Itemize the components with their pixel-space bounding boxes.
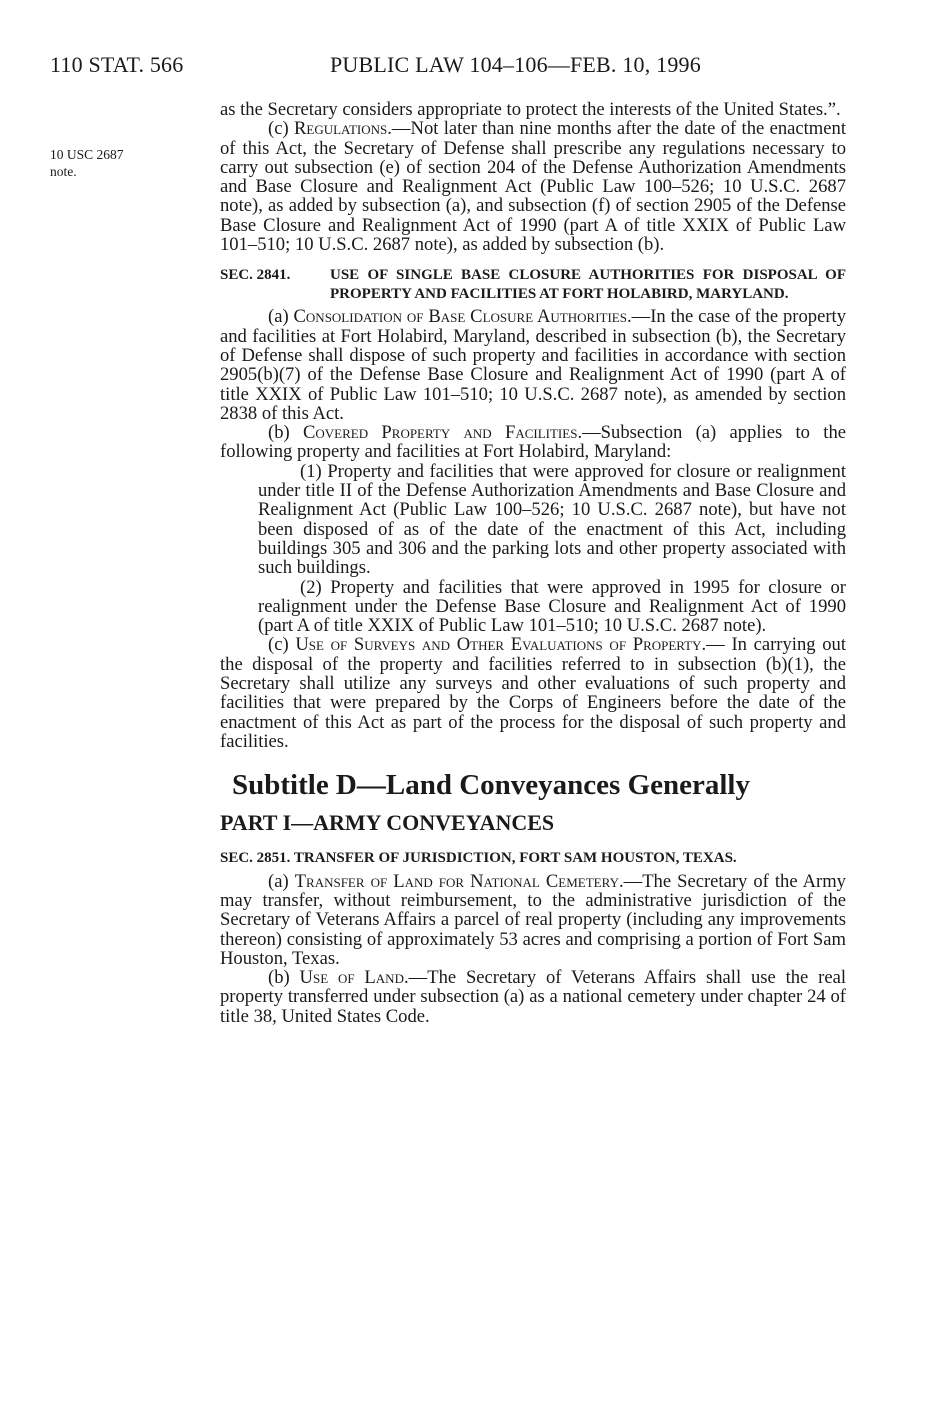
paragraph: (a) Consolidation of Base Closure Authorities.—In the case of the property and facilities at Fort Holabird, Maryland, described in subsection (b), the Secretary of Defense shall dispose of such property and facilities in accordance with section 2905(b)(7) of the Defense Base Closure and Realignment Act of 1990 (part A of title XXIX of Public Law 101–510; 10 U.S.C. 2687 note), as amended by section 2838 of this Act. (220, 306, 846, 424)
list-item: (2) Property and facilities that were approved in 1995 for closure or realignment under the Defense Base Closure and Realignment Act of 1990 (part A of title XXIX of Public Law 101–510; 10 U.S.C. 2687 note). (258, 576, 846, 637)
paragraph-heading: Regulations (293, 118, 388, 140)
section-heading (220, 266, 846, 303)
margin-note (50, 146, 180, 180)
paragraph-heading: Use of Land (299, 967, 404, 989)
list-item: (1) Property and facilities that were approved for closure or realignment under title II of the Defense Authorization Amendments and Base Closure and Realignment Act (Public Law 100–526; 10 U.S.C. 2687 note), but have not been disposed of as of the date of the enactment of this Act, including buildings 305 and 306 and the parking lots and other property associated with such buildings. (258, 460, 846, 579)
stat-page-number: 110 STAT. 566 (50, 52, 184, 77)
document-body (220, 100, 846, 1026)
section-title: USE OF SINGLE BASE CLOSURE AUTHORITIES FOR DISPOSAL OF PROPERTY AND FACILITIES AT FORT HOLABIRD, MARYLAND. (330, 267, 846, 302)
paragraph: as the Secretary considers appropriate to protect the interests of the United States.”. (220, 99, 841, 120)
paragraph-heading: Transfer of Land for National Cemetery (294, 870, 619, 892)
paragraph: (c) Use of Surveys and Other Evaluations of Property.— In carrying out the disposal of the property and facilities referred to in subsection (b)(1), the Secretary shall utilize any surveys and other evaluations of such property and facilities that were prepared by the Corps of Engineers before the date of the enactment of this Act as part of the process for the disposal of such property and facilities. (220, 634, 846, 752)
paragraph: (b) Covered Property and Facilities.—Subsection (a) applies to the following property and facilities at Fort Holabird, Maryland: (220, 422, 846, 463)
margin-note-line: note. (50, 164, 77, 179)
section-number: SEC. 2851. (220, 850, 291, 867)
paragraph-heading: Consolidation of Base Closure Authorities (293, 306, 627, 328)
public-law-title: PUBLIC LAW 104–106—FEB. 10, 1996 (330, 52, 701, 77)
paragraph: (c) Regulations.—Not later than nine months after the date of the enactment of this Act, the Secretary of Defense shall prescribe any regulations necessary to carry out subsection (e) of section 204 of the Defense Authorization Amendments and Base Closure and Realignment Act (Public Law 100–526; 10 U.S.C. 2687 note), as added by subsection (a), and subsection (f) of section 2905 of the Defense Base Closure and Realignment Act of 1990 (part A of title XXIX of Public Law 101–510; 10 U.S.C. 2687 note), as added by subsection (b). (220, 118, 846, 256)
paragraph: (b) Use of Land.—The Secretary of Veterans Affairs shall use the real property transferred under subsection (a) as a national cemetery under chapter 24 of title 38, United States Code. (220, 967, 846, 1027)
margin-note-line: 10 USC 2687 (50, 147, 124, 162)
section-number: SEC. 2841. (220, 267, 291, 284)
section-heading (220, 849, 846, 868)
paragraph-heading: Covered Property and Facilities (303, 422, 578, 444)
section-title: TRANSFER OF JURISDICTION, FORT SAM HOUSTON, TEXAS. (293, 850, 737, 867)
paragraph: (a) Transfer of Land for National Cemetery.—The Secretary of the Army may transfer, without reimbursement, to the administrative jurisdiction of the Secretary of Veterans Affairs a parcel of real property (including any improvements thereon) consisting of approximately 53 acres and comprising a portion of Fort Sam Houston, Texas. (220, 870, 846, 969)
part-heading: PART I—ARMY CONVEYANCES (220, 810, 555, 836)
paragraph-heading: Use of Surveys and Other Evaluations of Property (295, 634, 702, 656)
subtitle-heading: Subtitle D—Land Conveyances Generally (232, 769, 750, 802)
